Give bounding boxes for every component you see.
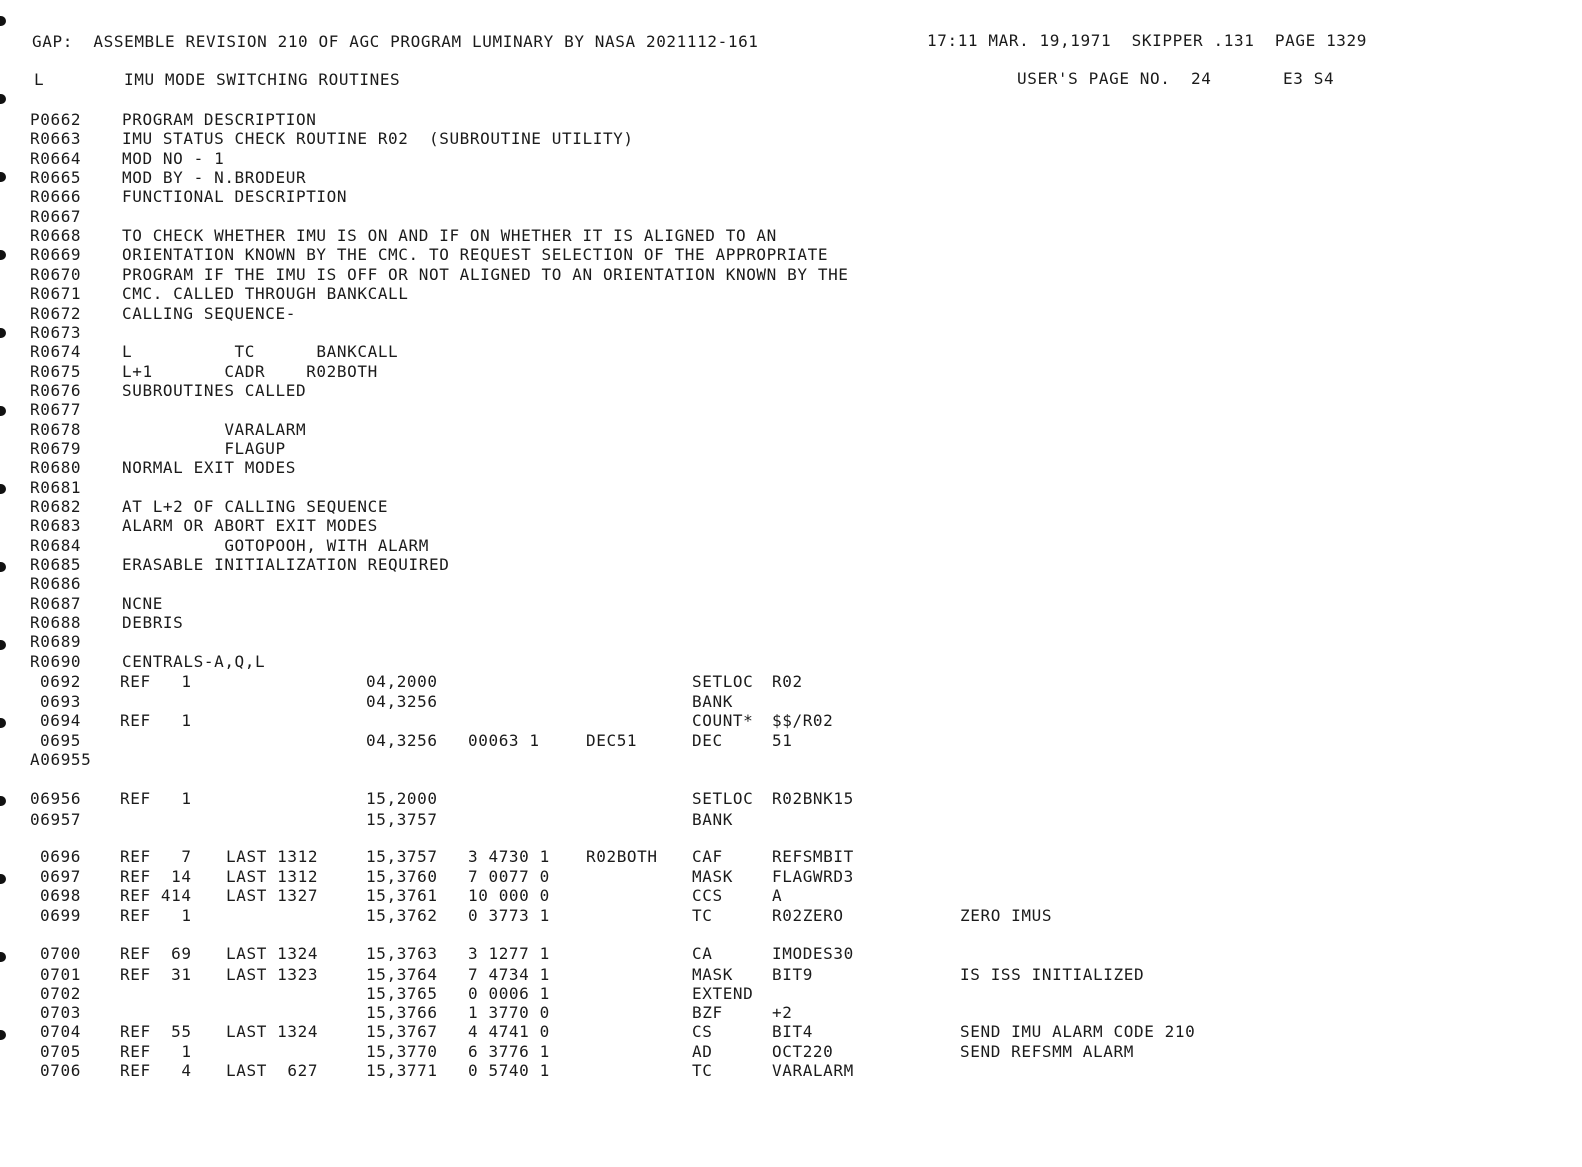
opcode: AD [692,1042,713,1061]
operand: R02BNK15 [772,789,854,808]
ref-count: REF 69 [120,944,192,963]
comment-text: ERASABLE INITIALIZATION REQUIRED [122,555,450,575]
opcode: DEC [692,731,723,750]
comment-line-number: R0673 [30,322,82,342]
comment-line-number: R0679 [30,438,82,458]
octal-word: 4 4741 0 [468,1022,550,1041]
comment-line-number: R0669 [30,245,82,265]
opcode: MASK [692,867,733,886]
comment-text: FUNCTIONAL DESCRIPTION [122,187,348,207]
ref-count: REF 7 [120,847,192,866]
octal-word: 6 3776 1 [468,1042,550,1061]
address: 15,3764 [366,965,438,984]
ref-count: REF 31 [120,965,192,984]
margin-hole [0,718,6,728]
comment-line-number: R0674 [30,342,82,362]
comment-line-number: R0683 [30,516,82,536]
margin-hole [0,796,6,806]
subheader-l: L [34,70,45,89]
ref-count: REF 1 [120,906,192,925]
opcode: SETLOC [692,672,754,691]
opcode: CAF [692,847,723,866]
octal-word: 7 4734 1 [468,965,550,984]
address: 15,3770 [366,1042,438,1061]
comment-line-number: R0666 [30,187,82,207]
operand: IMODES30 [772,944,854,963]
comment-line-number: R0675 [30,361,82,381]
comment-line-number: R0681 [30,477,82,497]
code-line-number: 0694 [40,711,81,730]
comment-text: DEBRIS [122,613,184,633]
comment-line-number: R0687 [30,593,82,613]
ref-count: REF 1 [120,1042,192,1061]
comment-text: CENTRALS-A,Q,L [122,651,266,671]
comment-line-number: R0689 [30,632,82,652]
address: 15,3762 [366,906,438,925]
symbol-label: DEC51 [586,731,638,750]
margin-hole [0,94,6,104]
comment-line-number: R0665 [30,168,82,188]
code-line-number: 06956 [30,789,82,808]
margin-hole [0,406,6,416]
comment-line-number: R0680 [30,458,82,478]
comment-text: ORIENTATION KNOWN BY THE CMC. TO REQUEST SELECTION OF THE APPROPRIATE [122,245,829,265]
address: 04,3256 [366,731,438,750]
comment-text: PROGRAM DESCRIPTION [122,110,317,129]
ref-count: REF 1 [120,672,192,691]
ref-count: REF 55 [120,1022,192,1041]
ref-count: REF 1 [120,711,192,730]
code-line-number: 0693 [40,692,81,711]
octal-word: 00063 1 [468,731,540,750]
code-line-number: A06955 [30,750,92,769]
ref-count: REF 414 [120,886,192,905]
code-line-number: 0697 [40,867,81,886]
comment-text: SUBROUTINES CALLED [122,380,307,400]
last-ref: LAST 1323 [226,965,319,984]
comment-text: TO CHECK WHETHER IMU IS ON AND IF ON WHETHER IT IS ALIGNED TO AN [122,226,777,246]
remark: IS ISS INITIALIZED [960,965,1145,984]
margin-hole [0,1030,6,1040]
remark: SEND IMU ALARM CODE 210 [960,1022,1196,1041]
opcode: BANK [692,692,733,711]
operand: BIT9 [772,965,813,984]
operand: R02 [772,672,803,691]
comment-line-number: R0672 [30,303,82,323]
code-line-number: 0699 [40,906,81,925]
octal-word: 7 0077 0 [468,867,550,886]
comment-text: VARALARM [122,419,307,439]
comment-text: GOTOPOOH, WITH ALARM [122,535,429,555]
code-line-number: 0698 [40,886,81,905]
comment-line-number: R0667 [30,206,82,226]
comment-line-number: R0664 [30,148,82,168]
code-line-number: 0700 [40,944,81,963]
comment-text: AT L+2 OF CALLING SEQUENCE [122,497,389,516]
operand: 51 [772,731,793,750]
address: 15,3757 [366,810,438,829]
comment-line-number: R0690 [30,651,82,671]
octal-word: 0 5740 1 [468,1061,550,1080]
margin-hole [0,640,6,650]
octal-word: 3 1277 1 [468,944,550,963]
ref-count: REF 4 [120,1061,192,1080]
user-page-info: USER'S PAGE NO. 24 E3 S4 [1017,69,1335,88]
code-line-number: 0696 [40,847,81,866]
operand: BIT4 [772,1022,813,1041]
opcode: CCS [692,886,723,905]
opcode: BANK [692,810,733,829]
octal-word: 10 000 0 [468,886,550,905]
code-line-number: 0692 [40,672,81,691]
operand: $$/R02 [772,711,834,730]
comment-line-number: R0668 [30,226,82,246]
comment-text: MOD BY - N.BRODEUR [122,168,307,188]
ref-count: REF 1 [120,789,192,808]
remark: SEND REFSMM ALARM [960,1042,1134,1061]
opcode: SETLOC [692,789,754,808]
comment-text: L+1 CADR R02BOTH [122,361,378,381]
address: 15,3771 [366,1061,438,1080]
opcode: CS [692,1022,713,1041]
operand: R02ZERO [772,906,844,925]
ref-count: REF 14 [120,867,192,886]
operand: A [772,886,783,905]
margin-hole [0,562,6,572]
octal-word: 0 3773 1 [468,906,550,925]
octal-word: 3 4730 1 [468,847,550,866]
comment-line-number: R0676 [30,380,82,400]
address: 15,3757 [366,847,438,866]
code-line-number: 06957 [30,810,82,829]
comment-text: CALLING SEQUENCE- [122,303,296,323]
octal-word: 0 0006 1 [468,984,550,1003]
operand: VARALARM [772,1061,854,1080]
opcode: TC [692,906,713,925]
comment-text: L TC BANKCALL [122,342,399,362]
address: 15,3766 [366,1003,438,1022]
comment-line-number: R0685 [30,555,82,575]
comment-line-number: R0678 [30,419,82,439]
operand: REFSMBIT [772,847,854,866]
comment-line-number: R0684 [30,535,82,555]
comment-text: IMU STATUS CHECK ROUTINE R02 (SUBROUTINE UTILITY) [122,129,634,149]
opcode: TC [692,1061,713,1080]
remark: ZERO IMUS [960,906,1053,925]
address: 15,3767 [366,1022,438,1041]
comment-text: CMC. CALLED THROUGH BANKCALL [122,284,409,304]
header-right: 17:11 MAR. 19,1971 SKIPPER .131 PAGE 1329 [927,31,1368,50]
code-line-number: 0705 [40,1042,81,1061]
operand: +2 [772,1003,793,1022]
comment-text: FLAGUP [122,438,286,458]
margin-hole [0,952,6,962]
margin-hole [0,874,6,884]
last-ref: LAST 1312 [226,847,319,866]
last-ref: LAST 1312 [226,867,319,886]
comment-line-number: R0686 [30,574,82,594]
comment-line-number: R0682 [30,497,82,516]
comment-line-number: R0688 [30,613,82,633]
comment-text: ALARM OR ABORT EXIT MODES [122,516,378,536]
margin-hole [0,328,6,338]
symbol-label: R02BOTH [586,847,658,866]
code-line-number: 0695 [40,731,81,750]
comment-line-number: R0663 [30,129,82,149]
comment-line-number: R0670 [30,264,82,284]
octal-word: 1 3770 0 [468,1003,550,1022]
margin-hole [0,250,6,260]
last-ref: LAST 627 [226,1061,319,1080]
address: 04,3256 [366,692,438,711]
opcode: CA [692,944,713,963]
section-title: IMU MODE SWITCHING ROUTINES [124,70,401,89]
address: 15,3760 [366,867,438,886]
code-line-number: 0706 [40,1061,81,1080]
code-line-number: 0702 [40,984,81,1003]
margin-hole [0,16,6,26]
opcode: MASK [692,965,733,984]
comment-text: PROGRAM IF THE IMU IS OFF OR NOT ALIGNED TO AN ORIENTATION KNOWN BY THE [122,264,849,284]
code-line-number: 0703 [40,1003,81,1022]
address: 15,3765 [366,984,438,1003]
opcode: EXTEND [692,984,754,1003]
header-left: GAP: ASSEMBLE REVISION 210 OF AGC PROGRAM LUMINARY BY NASA 2021112-161 [32,32,759,51]
code-line-number: 0701 [40,965,81,984]
margin-hole [0,484,6,494]
opcode: BZF [692,1003,723,1022]
comment-text: NCNE [122,593,163,613]
comment-text: MOD NO - 1 [122,148,225,168]
address: 15,3761 [366,886,438,905]
comment-line-number: P0662 [30,110,82,129]
opcode: COUNT* [692,711,754,730]
code-line-number: 0704 [40,1022,81,1041]
last-ref: LAST 1324 [226,1022,319,1041]
margin-hole [0,172,6,182]
last-ref: LAST 1327 [226,886,319,905]
comment-text: NORMAL EXIT MODES [122,458,296,478]
address: 15,2000 [366,789,438,808]
last-ref: LAST 1324 [226,944,319,963]
address: 15,3763 [366,944,438,963]
comment-line-number: R0671 [30,284,82,304]
address: 04,2000 [366,672,438,691]
operand: OCT220 [772,1042,834,1061]
operand: FLAGWRD3 [772,867,854,886]
comment-line-number: R0677 [30,400,82,420]
